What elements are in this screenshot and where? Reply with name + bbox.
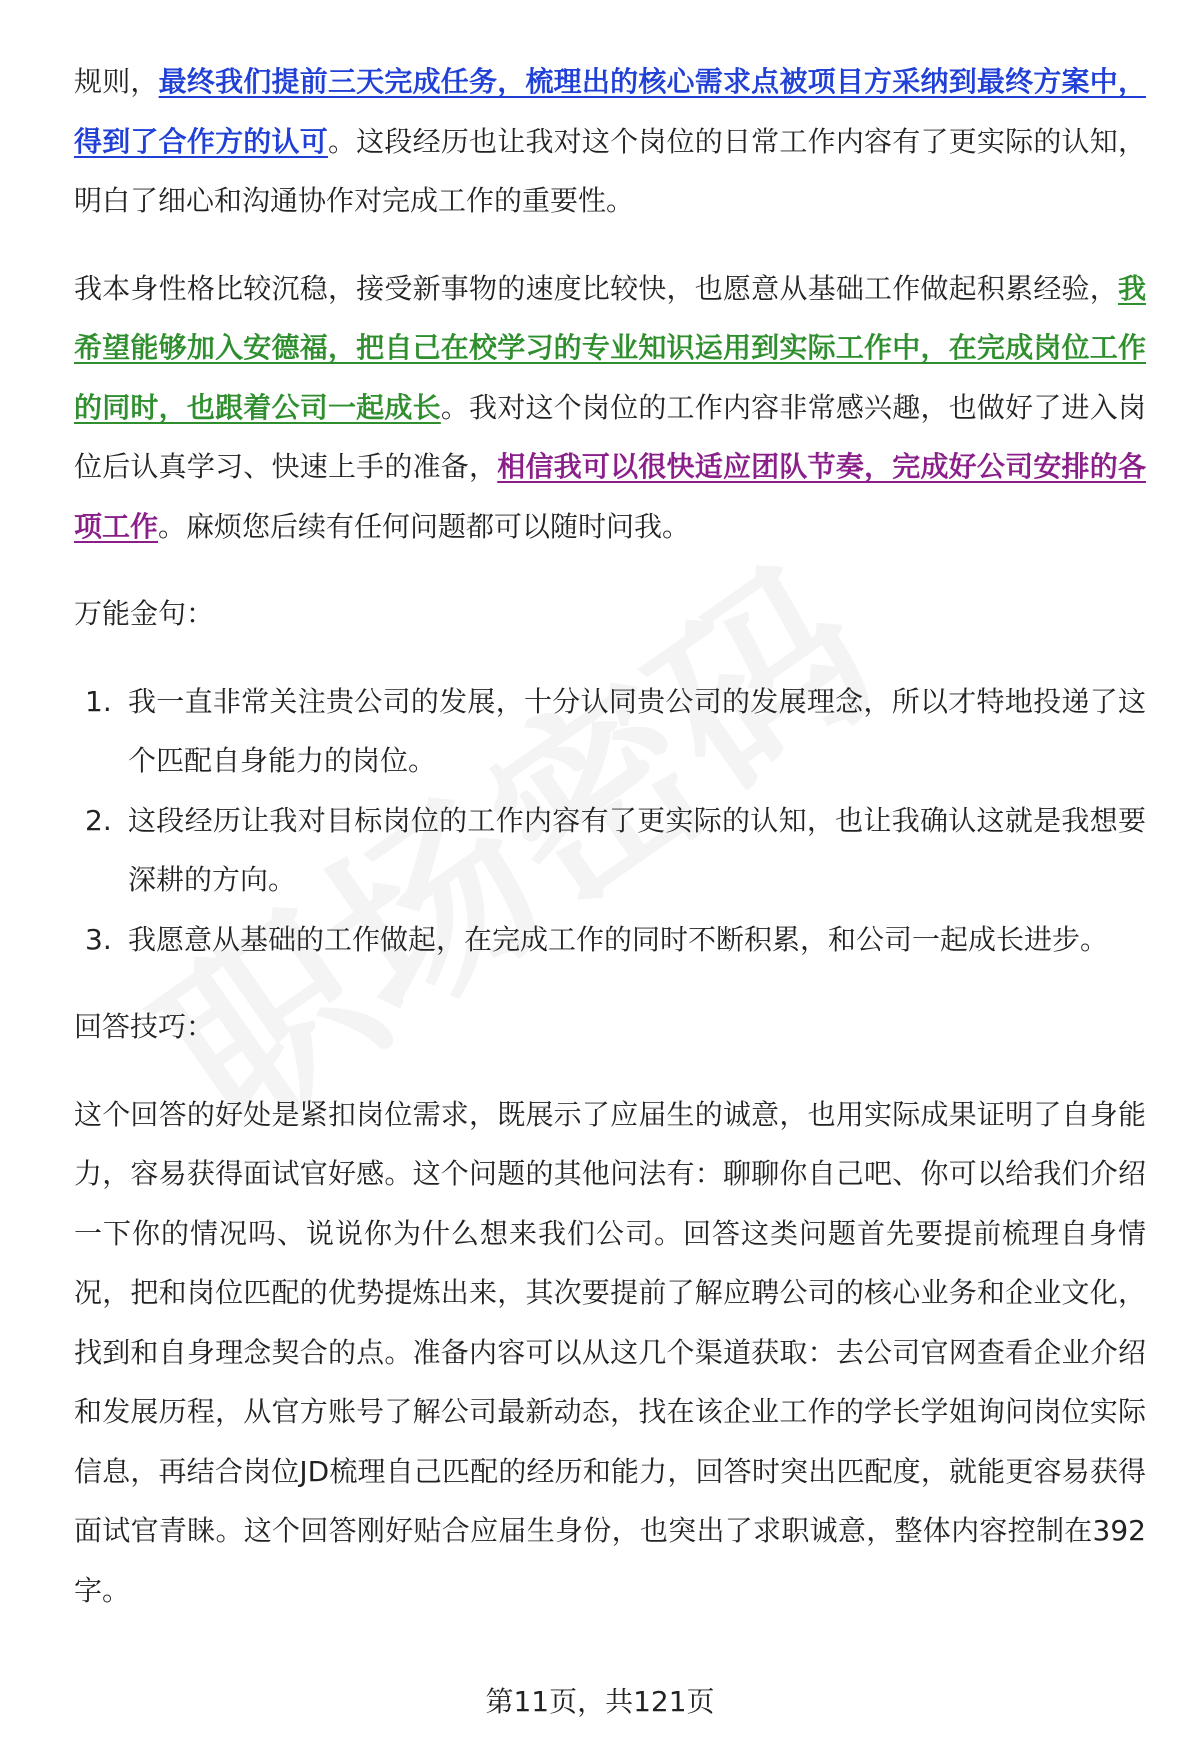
list-text: 这段经历让我对目标岗位的工作内容有了更实际的认知，也让我确认这就是我想要深耕的方向。 <box>128 803 1146 896</box>
list-number: 1. <box>85 684 112 718</box>
paragraph-self-intro <box>74 259 1146 557</box>
paragraph-text: 。麻烦您后续有任何问题都可以随时问我。 <box>158 509 691 543</box>
list-text: 我愿意从基础的工作做起，在完成工作的同时不断积累，和公司一起成长进步。 <box>128 922 1109 956</box>
section-heading-golden: 万能金句： <box>74 597 215 630</box>
list-item <box>74 672 1146 791</box>
page-number: 第11页，共121页 <box>485 1685 715 1718</box>
list-number: 3. <box>85 922 112 956</box>
paragraph-text: 我本身性格比较沉稳，接受新事物的速度比较快，也愿意从基础工作做起积累经验， <box>74 271 1118 305</box>
list-text: 我一直非常关注贵公司的发展，十分认同贵公司的发展理念，所以才特地投递了这个匹配自身能力的岗位。 <box>128 684 1146 777</box>
golden-sentence-list <box>74 672 1146 970</box>
highlight-purple: 相信我可以很快适应团队节奏，完成好公司安排的各项工作 <box>74 450 1146 543</box>
paragraph-text: 规则， <box>74 65 159 98</box>
paragraph-text: 。这段经历也让我对这个岗位的日常工作内容有了更实际的认知，明白了细心和沟通协作对完成工作的重要性。 <box>74 124 1146 217</box>
section-heading-tips: 回答技巧： <box>74 1010 215 1043</box>
paragraph-text: 。我对这个岗位的工作内容非常感兴趣，也做好了进入岗位后认真学习、快速上手的准备， <box>74 390 1146 483</box>
list-number: 2. <box>85 803 112 837</box>
document-body <box>74 52 1146 1620</box>
highlight-green: 我希望能够加入安德福，把自己在校学习的专业知识运用到实际工作中，在完成岗位工作的同时，也跟着公司一起成长 <box>74 271 1146 424</box>
paragraph-experience <box>74 52 1146 231</box>
list-item <box>74 910 1146 970</box>
paragraph-tips: 这个回答的好处是紧扣岗位需求，既展示了应届生的诚意，也用实际成果证明了自身能力，容易获得面试官好感。这个问题的其他问法有：聊聊你自己吧、你可以给我们介绍一下你的情况吗、说说你为什么想来我们公司。回答这类问题首先要提前梳理自身情况，把和岗位匹配的优势提炼出来，其次要提前了解应聘公司的核心业务和企业文化，找到和自身理念契合的点。准备内容可以从这几个渠道获取：去公司官网查看企业介绍和发展历程，从官方账号了解公司最新动态，找在该企业工作的学长学姐询问岗位实际信息，再结合岗位JD梳理自己匹配的经历和能力，回答时突出匹配度，就能更容易获得面试官青睐。这个回答刚好贴合应届生身份，也突出了求职诚意，整体内容控制在392字。 <box>74 1097 1146 1607</box>
highlight-blue: 最终我们提前三天完成任务，梳理出的核心需求点被项目方采纳到最终方案中，得到了合作方的认可 <box>74 65 1146 158</box>
list-item <box>74 791 1146 910</box>
